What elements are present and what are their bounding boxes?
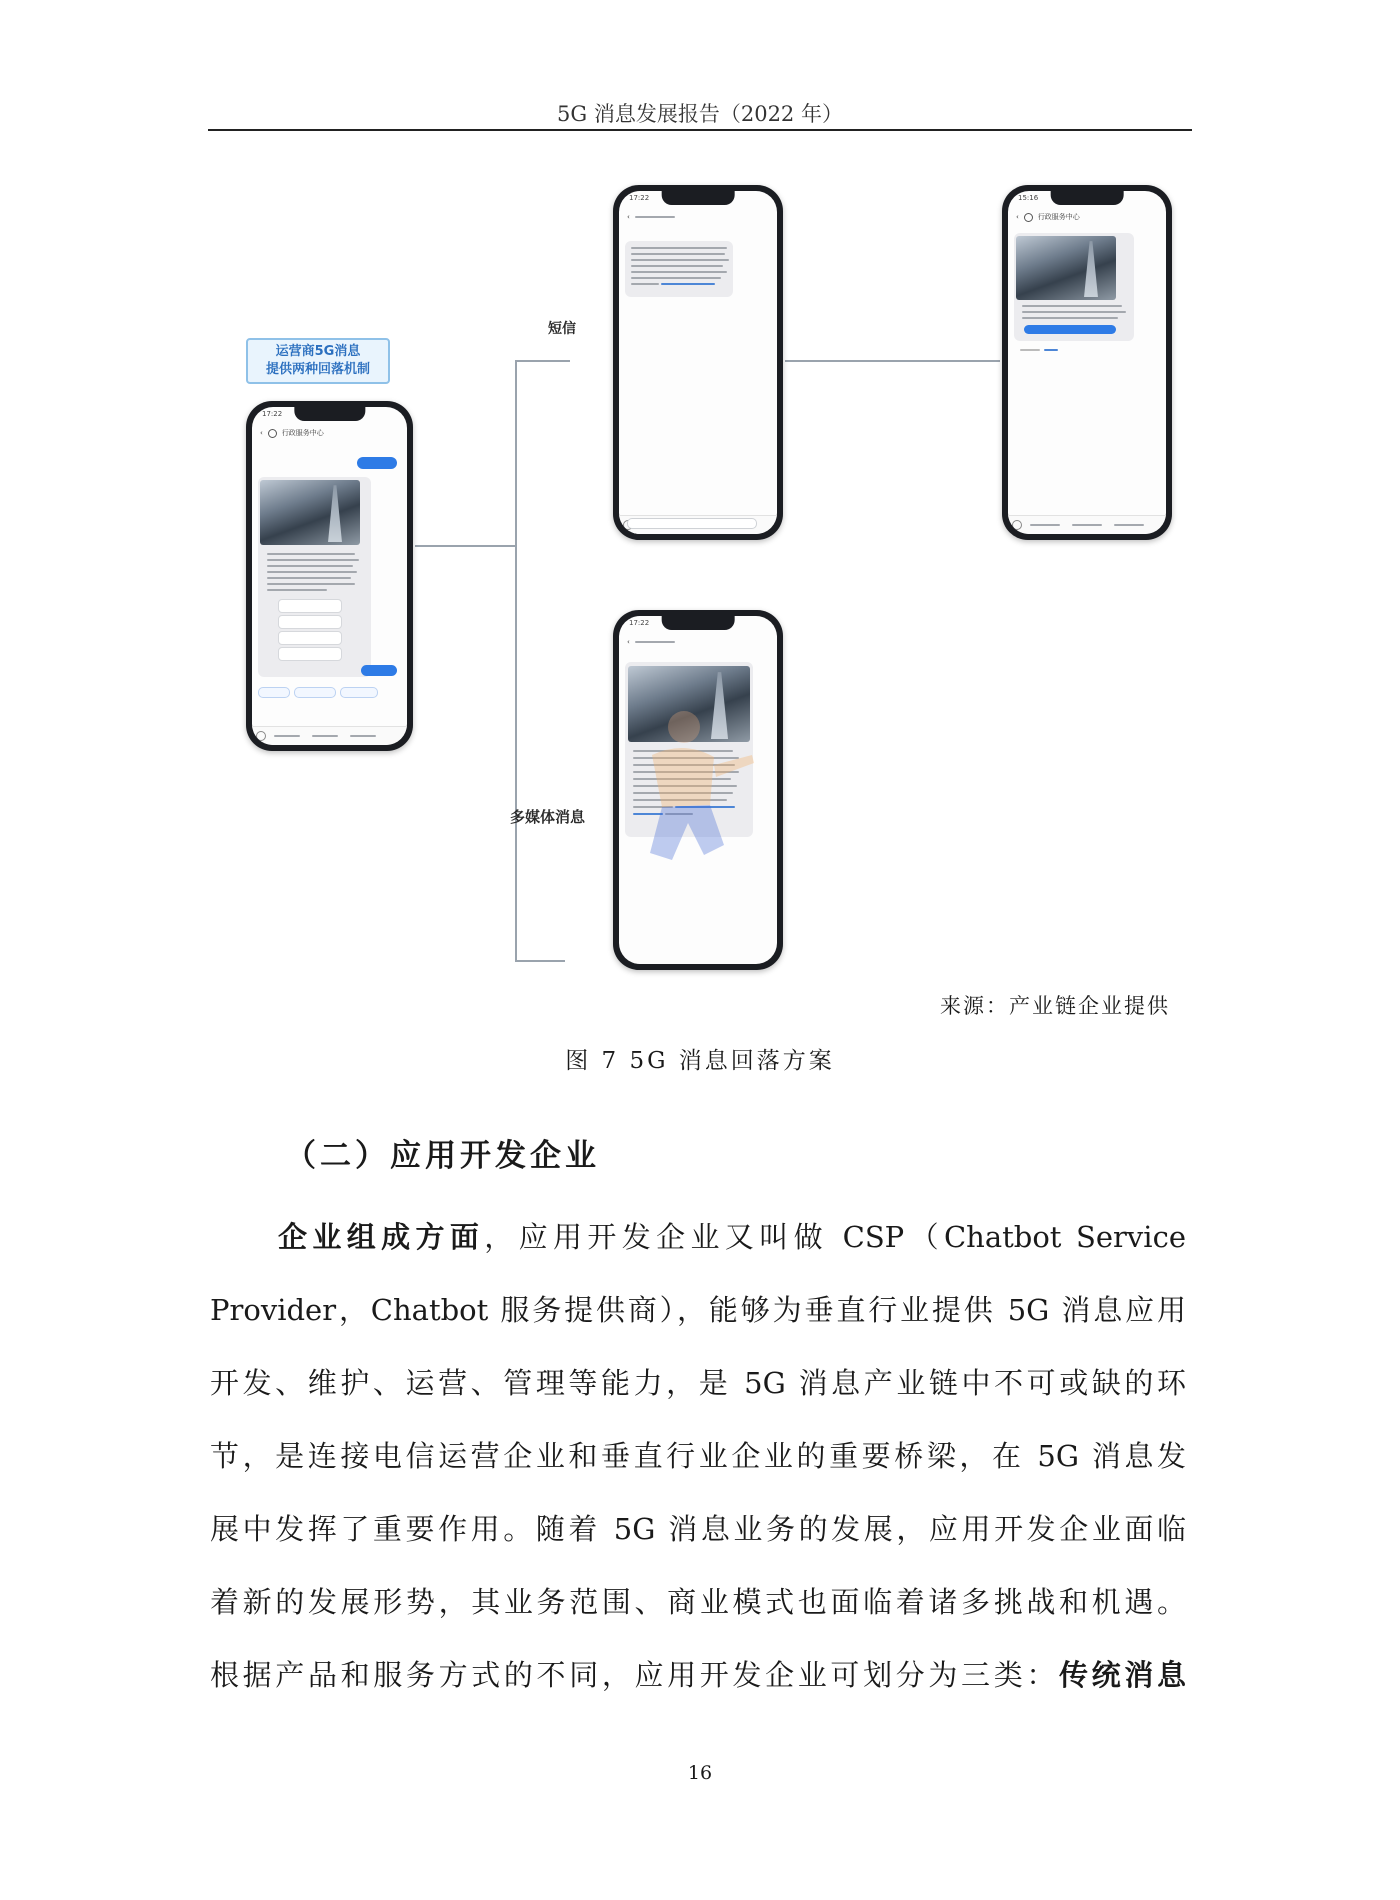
- page-header-title: 5G 消息发展报告（2022 年）: [557, 102, 843, 126]
- back-icon: ‹: [627, 638, 630, 646]
- connector-line: [515, 360, 517, 960]
- paragraph-bold-lead: 企业组成方面: [278, 1220, 485, 1254]
- callout-line: 提供两种回落机制: [265, 362, 370, 377]
- connector-line: [515, 960, 565, 962]
- fallback-figure: [240, 175, 1190, 975]
- mms-label: 多媒体消息: [510, 808, 586, 826]
- section-heading: （二）应用开发企业: [285, 1138, 600, 1174]
- back-icon: ‹: [627, 213, 630, 221]
- paragraph-line: [278, 1217, 1186, 1257]
- paragraph-line: 开发、维护、运营、管理等能力，是 5G 消息产业链中不可或缺的环: [210, 1366, 1186, 1400]
- paragraph-text: ，应用开发企业又叫做 CSP（Chatbot Service: [484, 1220, 1186, 1254]
- building-photo: [1016, 236, 1116, 300]
- watermark-figure: [592, 695, 772, 875]
- phone-sms-fallback: [613, 185, 783, 540]
- phone-time: 15:16: [1018, 194, 1039, 202]
- chatbot-avatar-icon: [1024, 213, 1033, 222]
- back-icon: ‹: [260, 429, 263, 437]
- phone-time: 17:22: [262, 410, 283, 418]
- building-photo: [260, 480, 360, 545]
- header-rule: [208, 129, 1192, 131]
- phone-navbar: [260, 425, 399, 441]
- phone-navbar: [1016, 209, 1158, 225]
- paragraph-line: 节，是连接电信运营企业和垂直行业企业的重要桥梁，在 5G 消息发: [210, 1439, 1186, 1473]
- sms-text-bubble: [625, 241, 733, 297]
- figure-caption: 图 7 5G 消息回落方案: [565, 1048, 835, 1074]
- phone-5g-rich-message: [246, 401, 413, 751]
- connector-line: [515, 360, 570, 362]
- paragraph-line: Provider，Chatbot 服务提供商），能够为垂直行业提供 5G 消息应用: [210, 1293, 1186, 1327]
- chatbot-name: 行政服务中心: [1037, 213, 1080, 221]
- phone-navbar: [627, 634, 769, 650]
- fallback-mechanism-callout: [246, 338, 390, 384]
- connector-line: [415, 545, 515, 547]
- paragraph-line: 着新的发展形势，其业务范围、商业模式也面临着诸多挑战和机遇。: [210, 1585, 1186, 1619]
- phone-time: 17:22: [629, 194, 650, 202]
- connector-line: [785, 360, 1000, 362]
- chatbot-avatar-icon: [268, 429, 277, 438]
- chatbot-name: 行政服务中心: [281, 429, 324, 437]
- paragraph-bold-tail: 传统消息: [1059, 1658, 1186, 1692]
- phone-navbar: [627, 209, 769, 225]
- sms-label: 短信: [548, 321, 576, 337]
- paragraph-line: [210, 1655, 1186, 1695]
- phone-terminal-enhanced: [1002, 185, 1172, 540]
- figure-source: 来源：产业链企业提供: [940, 994, 1170, 1018]
- phone-time: 17:22: [629, 619, 650, 627]
- page-number: 16: [687, 1762, 713, 1784]
- paragraph-line: 展中发挥了重要作用。随着 5G 消息业务的发展，应用开发企业面临: [210, 1512, 1186, 1546]
- back-icon: ‹: [1016, 213, 1019, 221]
- callout-line: 运营商5G消息: [275, 344, 361, 359]
- paragraph-text: 根据产品和服务方式的不同，应用开发企业可划分为三类：: [210, 1658, 1060, 1692]
